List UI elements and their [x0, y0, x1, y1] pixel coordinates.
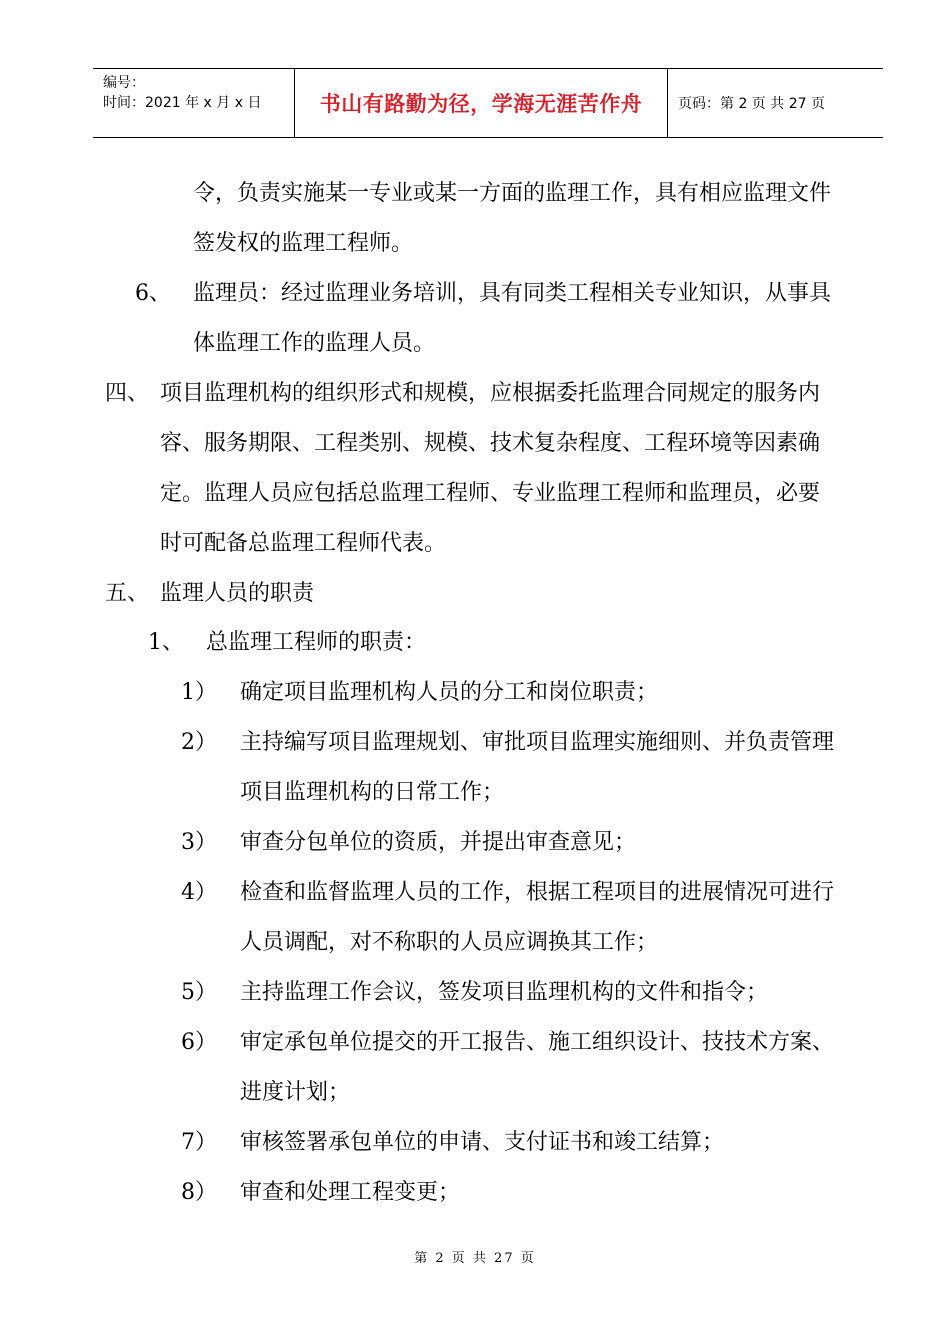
item-heading: 总监理工程师的职责：: [206, 630, 427, 655]
header-page-info: 页码：第 2 页 共 27 页: [678, 96, 825, 112]
paragraph-line: 容、服务期限、工程类别、规模、技术复杂程度、工程环境等因素确: [160, 431, 821, 456]
duty-line: 进度计划；: [240, 1080, 351, 1105]
duty-number: 2）: [181, 730, 217, 755]
duty-line: 主持监理工作会议，签发项目监理机构的文件和指令；: [240, 980, 769, 1005]
duty-line: 审定承包单位提交的开工报告、施工组织设计、技技术方案、: [240, 1030, 835, 1055]
item-number: 6、: [135, 281, 171, 306]
item-number: 1、: [148, 630, 184, 655]
page-footer: 第 2 页 共 27 页: [414, 1251, 536, 1266]
section-number: 五、: [105, 581, 150, 606]
duty-number: 1）: [181, 680, 217, 705]
section-number: 四、: [105, 381, 150, 406]
duty-line: 检查和监督监理人员的工作，根据工程项目的进展情况可进行: [240, 880, 835, 905]
section-heading: 监理人员的职责: [160, 581, 315, 606]
document-date: 时间：2021 年 x 月 x 日: [103, 95, 262, 111]
paragraph-line: 令，负责实施某一专业或某一方面的监理工作，具有相应监理文件: [193, 181, 832, 206]
paragraph-line: 时可配备总监理工程师代表。: [160, 531, 447, 556]
paragraph-line: 定。监理人员应包括总监理工程师、专业监理工程师和监理员，必要: [160, 481, 821, 506]
duty-number: 6）: [181, 1030, 217, 1055]
duty-number: 4）: [181, 880, 217, 905]
duty-line: 主持编写项目监理规划、审批项目监理实施细则、并负责管理: [240, 730, 835, 755]
header-motto: 书山有路勤为径，学海无涯苦作舟: [319, 92, 643, 116]
duty-line: 审查分包单位的资质，并提出审查意见；: [240, 830, 637, 855]
duty-number: 8）: [181, 1180, 217, 1205]
header-divider: [667, 69, 668, 137]
duty-number: 5）: [181, 980, 217, 1005]
duty-line: 项目监理机构的日常工作；: [240, 780, 505, 805]
duty-line: 审查和处理工程变更；: [240, 1180, 461, 1205]
page-header: [93, 68, 883, 138]
document-code-label: 编号：: [103, 75, 145, 91]
duty-line: 审核签署承包单位的申请、支付证书和竣工结算；: [240, 1130, 725, 1155]
duty-number: 7）: [181, 1130, 217, 1155]
paragraph-line: 项目监理机构的组织形式和规模，应根据委托监理合同规定的服务内: [160, 381, 821, 406]
paragraph-line: 体监理工作的监理人员。: [193, 331, 436, 356]
paragraph-line: 签发权的监理工程师。: [193, 231, 414, 256]
duty-number: 3）: [181, 830, 217, 855]
duty-line: 确定项目监理机构人员的分工和岗位职责；: [240, 680, 659, 705]
duty-line: 人员调配，对不称职的人员应调换其工作；: [240, 930, 659, 955]
paragraph-line: 监理员：经过监理业务培训，具有同类工程相关专业知识，从事具: [193, 281, 832, 306]
header-meta: [103, 73, 261, 113]
